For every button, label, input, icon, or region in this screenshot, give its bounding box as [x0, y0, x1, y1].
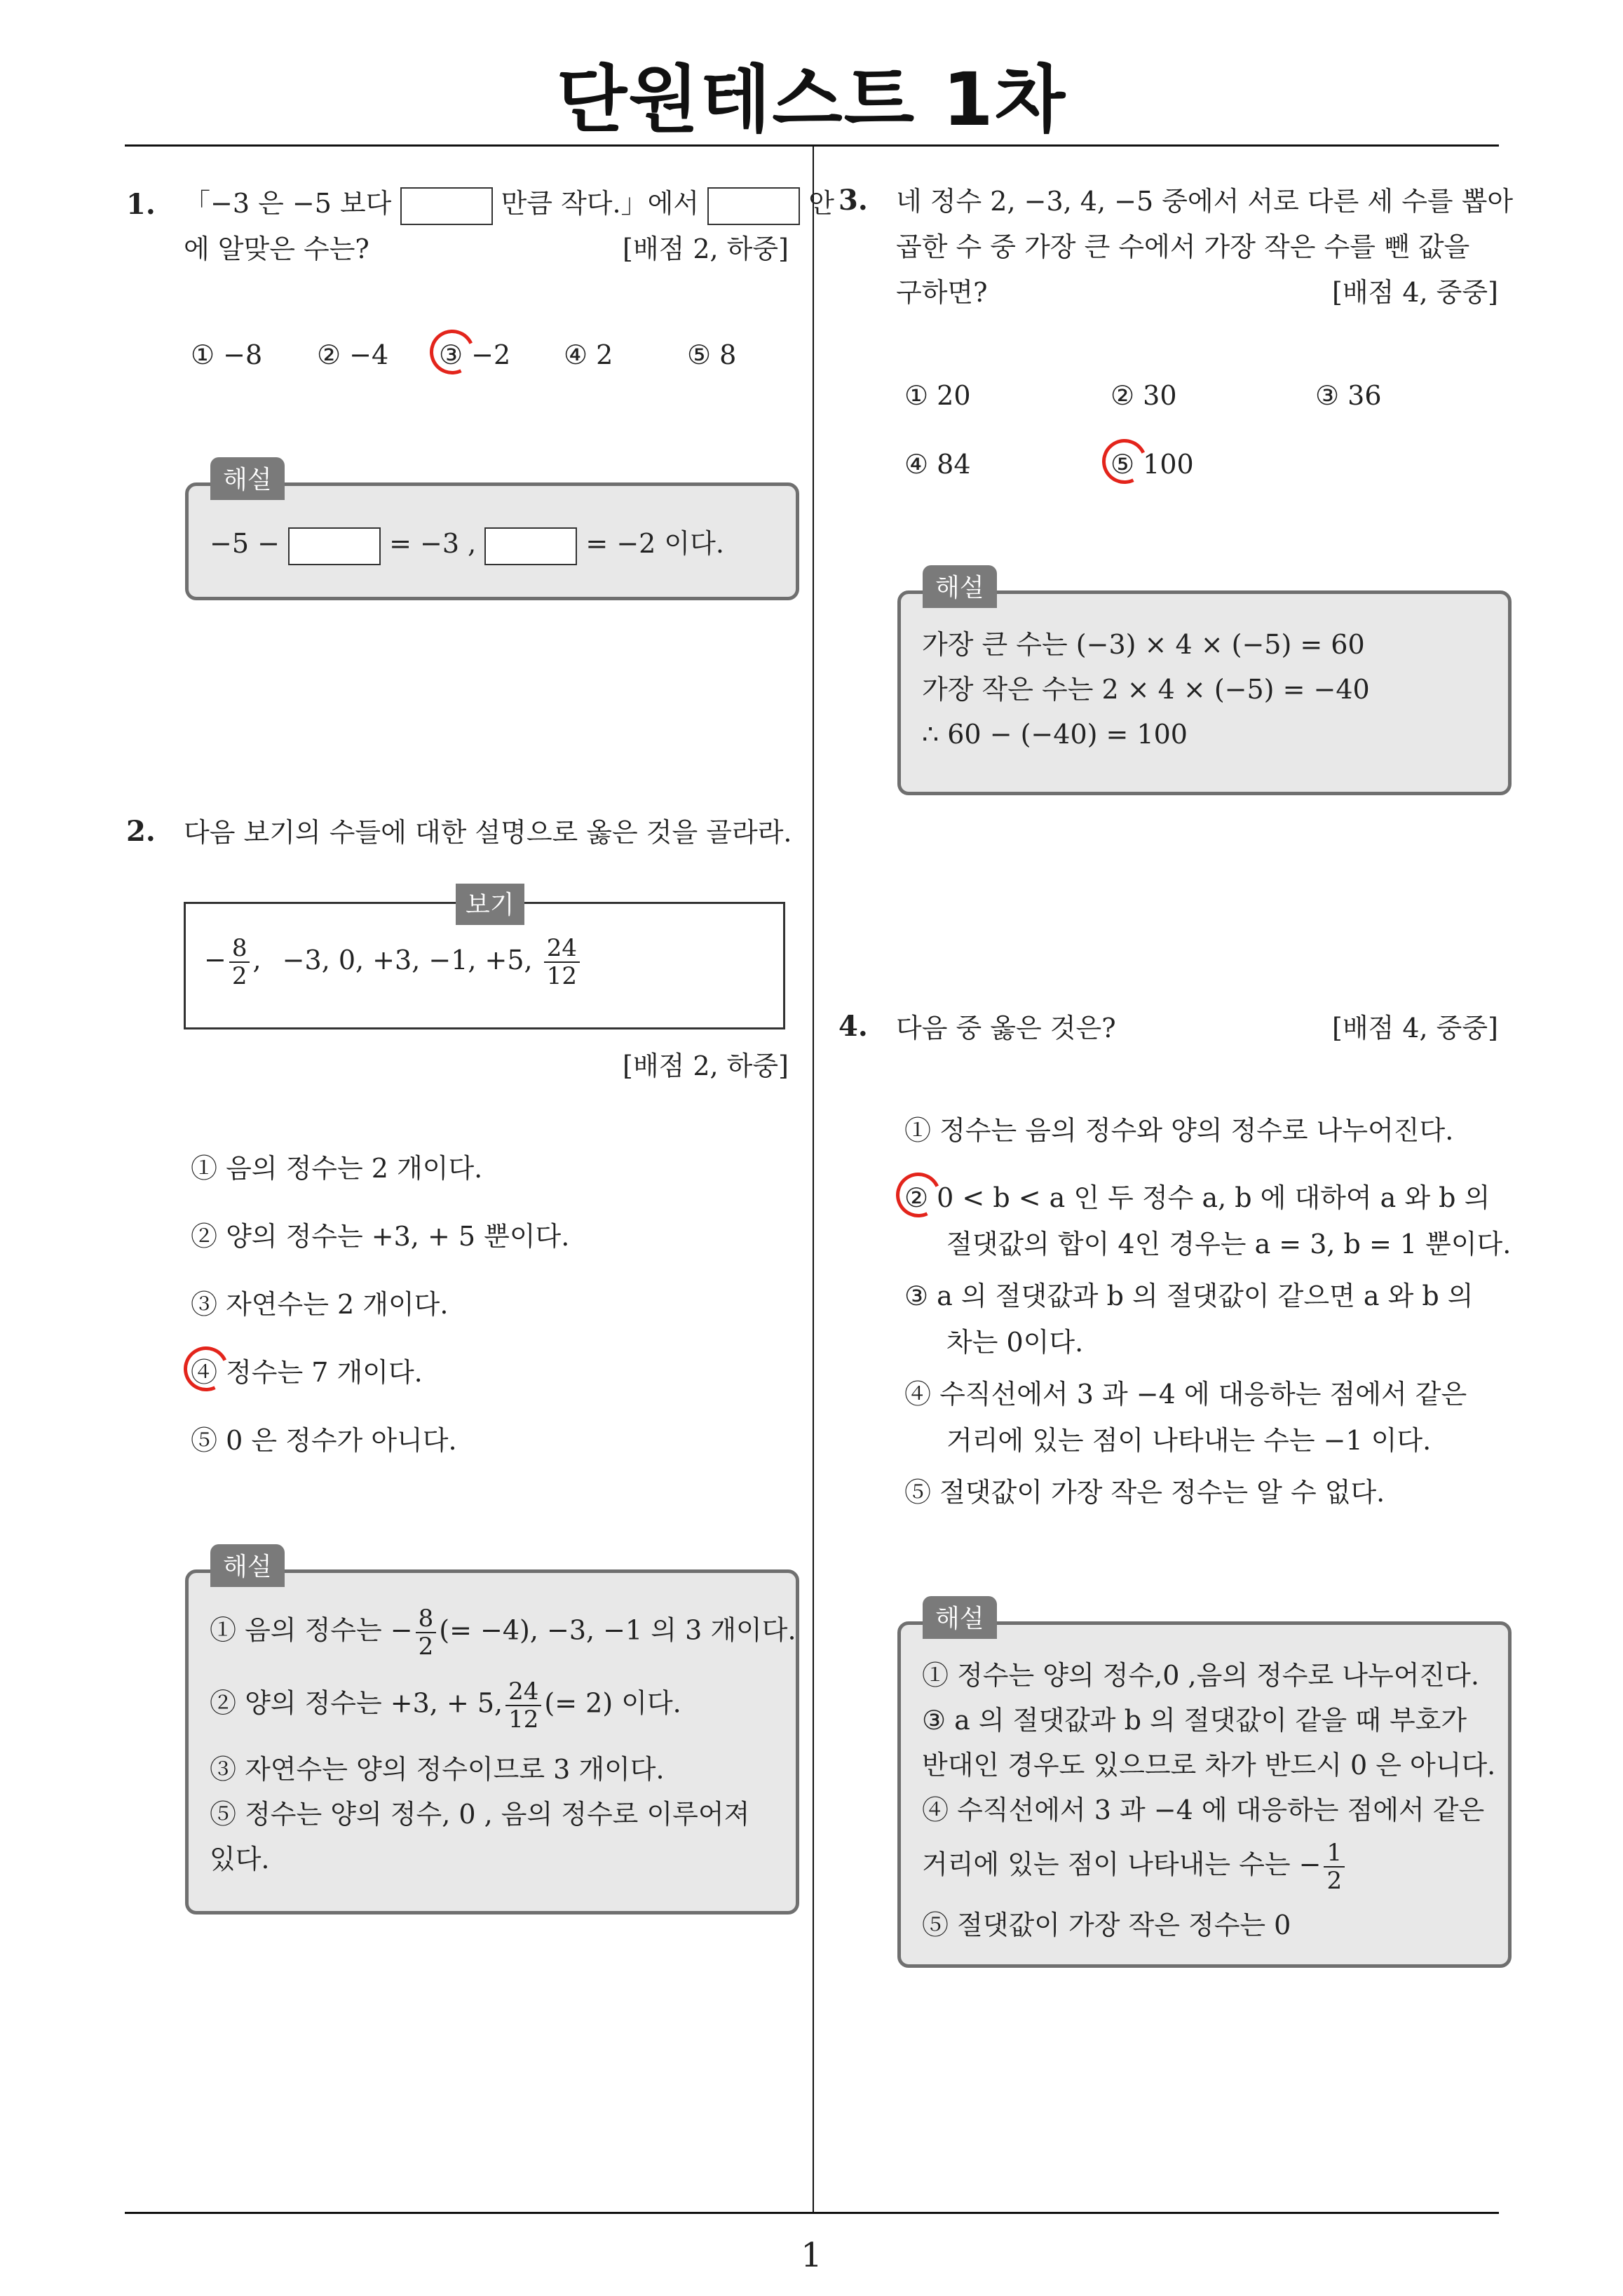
q2-fraction-2 [544, 935, 580, 990]
q4-sol4b-text: 거리에 있는 점이 나타내는 수는 − [922, 1849, 1322, 1880]
q1-choice-1[interactable]: ① −8 [191, 339, 263, 370]
q1-solution-tab: 해설 [210, 457, 285, 500]
q2-frac2-num: 24 [544, 935, 580, 963]
q1-sol-b: = −3 , [389, 528, 477, 559]
q4-sol-line-3a: ③ a 의 절댓값과 b 의 절댓값이 같을 때 부호가 [922, 1705, 1467, 1736]
q2-sol2-num: 24 [505, 1678, 541, 1706]
q2-sol-line-1 [210, 1605, 796, 1660]
question-4-number: 4. [838, 1010, 868, 1043]
q2-example-tab: 보기 [456, 884, 524, 925]
q3-sol-line-1: 가장 큰 수는 (−3) × 4 × (−5) = 60 [922, 629, 1365, 660]
question-2-text: 다음 보기의 수들에 대한 설명으로 옳은 것을 골라라. [184, 817, 792, 848]
q2-sol-line-5b: 있다. [210, 1844, 270, 1875]
q2-sol1-b: (= −4), −3, −1 의 3 개이다. [439, 1614, 796, 1646]
page-number: 1 [801, 2236, 822, 2275]
question-2-score: [배점 2, 하중] [623, 1051, 789, 1081]
question-2-number: 2. [126, 815, 156, 848]
question-1-score: [배점 2, 하중] [623, 234, 789, 264]
top-rule [125, 144, 1499, 147]
q2-frac2-den: 12 [546, 962, 577, 990]
q2-sol2-a: ② 양의 정수는 +3, + 5, [210, 1687, 503, 1719]
question-3-number: 3. [838, 184, 868, 217]
q2-sol-line-5a: ⑤ 정수는 양의 정수, 0 , 음의 정수로 이루어져 [210, 1799, 750, 1830]
q1-sol-a: −5 − [210, 528, 280, 559]
question-1-line2: 에 알맞은 수는? [184, 234, 369, 264]
q3-choice-2[interactable]: ② 30 [1111, 380, 1177, 411]
q4-solution-panel [897, 1621, 1512, 1968]
q2-solution-tab: 해설 [210, 1544, 285, 1587]
q4-choice-3-cont: 차는 0이다. [946, 1327, 1084, 1358]
q4-sol-line-1: ① 정수는 양의 정수,0 ,음의 정수로 나누어진다. [922, 1660, 1479, 1691]
question-3-line2: 곱한 수 중 가장 큰 수에서 가장 작은 수를 뺀 값을 [896, 231, 1470, 262]
q4-solution-tab: 해설 [923, 1596, 997, 1639]
q4-sol4-den: 2 [1326, 1867, 1343, 1895]
q2-sol1-den: 2 [418, 1633, 434, 1661]
q3-sol-line-3: ∴ 60 − (−40) = 100 [922, 719, 1188, 750]
q1-solution-text [210, 521, 724, 566]
q4-sol-line-4a: ④ 수직선에서 3 과 −4 에 대응하는 점에서 같은 [922, 1795, 1485, 1825]
q4-choice-4[interactable]: ④ 수직선에서 3 과 −4 에 대응하는 점에서 같은 [904, 1379, 1467, 1410]
q2-sol1-a: ① 음의 정수는 − [210, 1614, 413, 1646]
q3-choice-3[interactable]: ③ 36 [1315, 380, 1382, 411]
q1-sol-blank-2 [484, 527, 577, 565]
q4-choice-1[interactable]: ① 정수는 음의 정수와 양의 정수로 나누어진다. [904, 1115, 1454, 1146]
q3-choice-1[interactable]: ① 20 [904, 380, 971, 411]
q1-sol-blank-1 [288, 527, 381, 565]
q4-sol-line-4b [922, 1839, 1347, 1894]
question-1-line1 [184, 181, 834, 226]
q2-neg-sign: − [204, 944, 226, 975]
q1-choice-5[interactable]: ⑤ 8 [687, 339, 737, 370]
q4-choice-2[interactable]: ② 0 < b < a 인 두 정수 a, b 에 대하여 a 와 b 의 [904, 1182, 1490, 1213]
question-3-line1: 네 정수 2, −3, 4, −5 중에서 서로 다른 세 수를 뽑아 [896, 186, 1514, 217]
bottom-rule [125, 2212, 1499, 2214]
q3-choice-4[interactable]: ④ 84 [904, 449, 971, 480]
q4-sol4-num: 1 [1324, 1839, 1345, 1868]
q2-choice-4[interactable]: ④ 정수는 7 개이다. [191, 1357, 423, 1388]
question-1-number: 1. [126, 188, 156, 221]
q1-sol-c: = −2 이다. [585, 528, 724, 559]
q1-answer-blank-2 [707, 187, 800, 225]
q2-choice-5[interactable]: ⑤ 0 은 정수가 아니다. [191, 1425, 457, 1456]
q2-frac1-den: 2 [231, 962, 247, 990]
q1-choice-2[interactable]: ② −4 [317, 339, 389, 370]
q3-sol-line-2: 가장 작은 수는 2 × 4 × (−5) = −40 [922, 674, 1370, 705]
q1-text-b: 만큼 작다.」에서 [501, 188, 700, 219]
q1-choice-3[interactable]: ③ −2 [439, 339, 511, 370]
q1-solution-panel [185, 482, 799, 600]
question-4-score: [배점 4, 중중] [1332, 1013, 1498, 1044]
q2-sol-line-3: ③ 자연수는 양의 정수이므로 3 개이다. [210, 1754, 665, 1785]
q4-sol4-fraction [1324, 1839, 1345, 1894]
q2-sol1-num: 8 [416, 1605, 437, 1633]
q3-choice-5[interactable]: ⑤ 100 [1111, 449, 1194, 480]
q2-fraction-1 [229, 935, 250, 990]
q2-example-items [204, 935, 583, 990]
q4-sol-line-5: ⑤ 절댓값이 가장 작은 정수는 0 [922, 1910, 1291, 1940]
q2-solution-panel [185, 1569, 799, 1915]
q2-frac1-num: 8 [229, 935, 250, 963]
q4-choice-4-cont: 거리에 있는 점이 나타내는 수는 −1 이다. [946, 1425, 1432, 1456]
q4-sol-line-3b: 반대인 경우도 있으므로 차가 반드시 0 은 아니다. [922, 1750, 1496, 1781]
q2-comma: , [252, 944, 262, 975]
question-3-line3: 구하면? [896, 277, 988, 308]
q1-answer-blank [400, 187, 493, 225]
q1-text-c: 안 [808, 188, 834, 219]
q2-sol2-b: (= 2) 이다. [544, 1687, 681, 1719]
q1-text-a: 「−3 은 −5 보다 [184, 188, 392, 219]
q1-choice-4[interactable]: ④ 2 [564, 339, 613, 370]
q3-solution-tab: 해설 [923, 565, 997, 608]
column-divider [813, 144, 814, 2212]
q4-choice-3[interactable]: ③ a 의 절댓값과 b 의 절댓값이 같으면 a 와 b 의 [904, 1281, 1474, 1311]
q3-solution-panel [897, 590, 1512, 795]
page-title: 단원테스트 1차 [556, 57, 1067, 142]
question-3-score: [배점 4, 중중] [1332, 277, 1498, 308]
q4-choice-5[interactable]: ⑤ 절댓값이 가장 작은 정수는 알 수 없다. [904, 1477, 1385, 1508]
q2-sol-line-2 [210, 1678, 681, 1733]
question-4-text: 다음 중 옳은 것은? [896, 1013, 1116, 1044]
q2-sol1-fraction [416, 1605, 437, 1660]
q2-sol2-fraction [505, 1678, 541, 1733]
q2-choice-3[interactable]: ③ 자연수는 2 개이다. [191, 1289, 449, 1320]
q2-items-text: −3, 0, +3, −1, +5, [282, 944, 533, 975]
q2-sol2-den: 12 [508, 1706, 539, 1734]
q2-choice-2[interactable]: ② 양의 정수는 +3, + 5 뿐이다. [191, 1221, 570, 1252]
q2-choice-1[interactable]: ① 음의 정수는 2 개이다. [191, 1153, 483, 1184]
q4-choice-2-cont: 절댓값의 합이 4인 경우는 a = 3, b = 1 뿐이다. [946, 1229, 1512, 1260]
